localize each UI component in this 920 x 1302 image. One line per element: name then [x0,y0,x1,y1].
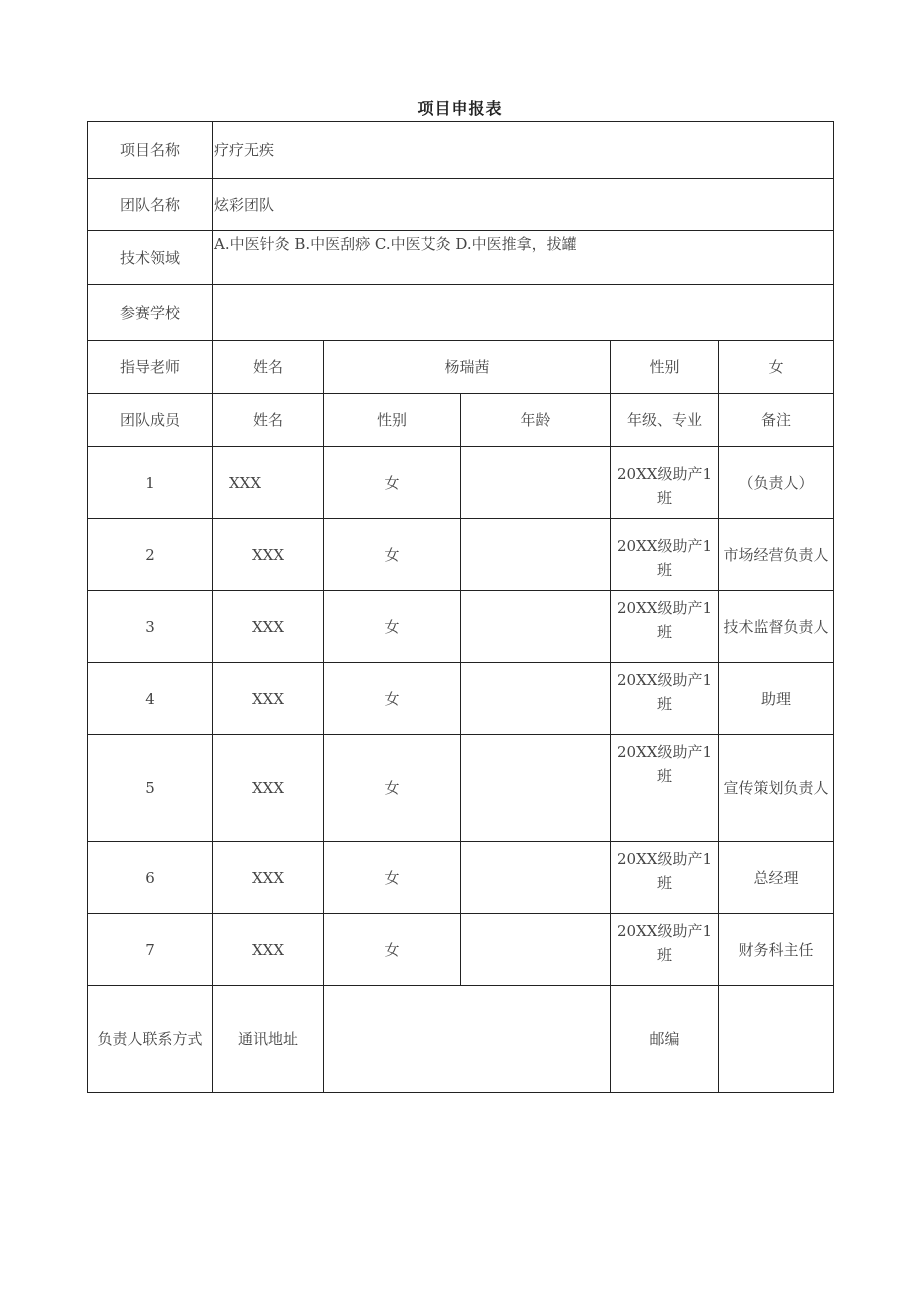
school-value[interactable] [213,285,834,341]
member-age[interactable] [461,591,611,663]
member-name[interactable]: XXX [213,519,324,591]
member-gender[interactable]: 女 [324,842,461,914]
member-number: 5 [88,735,213,842]
member-number: 7 [88,914,213,986]
member-gender[interactable]: 女 [324,519,461,591]
members-label: 团队成员 [88,394,213,447]
member-row [88,842,834,914]
contact-label: 负责人联系方式 [88,986,213,1093]
members-grade-header: 年级、专业 [611,394,719,447]
member-remark[interactable]: （负责人） [719,447,834,519]
member-age[interactable] [461,519,611,591]
advisor-label: 指导老师 [88,341,213,394]
members-header-row [88,394,834,447]
member-remark[interactable]: 财务科主任 [719,914,834,986]
member-grade[interactable]: 20XX级助产1班 [611,519,719,591]
member-name[interactable]: XXX [213,447,324,519]
tech-field-label: 技术领域 [88,231,213,285]
member-number: 6 [88,842,213,914]
member-grade[interactable]: 20XX级助产1班 [611,663,719,735]
project-name-value[interactable]: 疗疗无疾 [213,122,834,179]
advisor-gender-value[interactable]: 女 [719,341,834,394]
member-row [88,591,834,663]
member-age[interactable] [461,735,611,842]
tech-field-value[interactable]: A.中医针灸 B.中医刮痧 C.中医艾灸 D.中医推拿，拔罐 [213,231,834,285]
member-row [88,447,834,519]
member-name[interactable]: XXX [213,735,324,842]
application-form-table [87,121,834,1093]
school-label: 参赛学校 [88,285,213,341]
member-name[interactable]: XXX [213,663,324,735]
team-name-label: 团队名称 [88,179,213,231]
member-age[interactable] [461,914,611,986]
member-number: 2 [88,519,213,591]
project-name-label: 项目名称 [88,122,213,179]
postcode-label: 邮编 [611,986,719,1093]
member-gender[interactable]: 女 [324,735,461,842]
member-age[interactable] [461,663,611,735]
postcode-value[interactable] [719,986,834,1093]
page-title: 项目申报表 [417,99,503,118]
school-row [88,285,834,341]
member-name[interactable]: XXX [213,914,324,986]
member-row [88,914,834,986]
member-gender[interactable]: 女 [324,663,461,735]
member-grade[interactable]: 20XX级助产1班 [611,842,719,914]
members-age-header: 年龄 [461,394,611,447]
members-gender-header: 性别 [324,394,461,447]
member-gender[interactable]: 女 [324,914,461,986]
member-row [88,735,834,842]
member-remark[interactable]: 市场经营负责人 [719,519,834,591]
advisor-name-label: 姓名 [213,341,324,394]
member-grade[interactable]: 20XX级助产1班 [611,591,719,663]
project-name-row [88,122,834,179]
address-value[interactable] [324,986,611,1093]
address-label: 通讯地址 [213,986,324,1093]
member-row [88,663,834,735]
member-number: 1 [88,447,213,519]
member-grade[interactable]: 20XX级助产1班 [611,914,719,986]
members-name-header: 姓名 [213,394,324,447]
member-grade[interactable]: 20XX级助产1班 [611,447,719,519]
tech-field-row [88,231,834,285]
member-number: 4 [88,663,213,735]
advisor-row [88,341,834,394]
members-remark-header: 备注 [719,394,834,447]
team-name-row [88,179,834,231]
member-remark[interactable]: 助理 [719,663,834,735]
member-gender[interactable]: 女 [324,447,461,519]
member-name[interactable]: XXX [213,842,324,914]
member-row [88,519,834,591]
member-remark[interactable]: 总经理 [719,842,834,914]
advisor-name-value[interactable]: 杨瑞茜 [324,341,611,394]
member-name[interactable]: XXX [213,591,324,663]
member-age[interactable] [461,842,611,914]
team-name-value[interactable]: 炫彩团队 [213,179,834,231]
member-gender[interactable]: 女 [324,591,461,663]
contact-row [88,986,834,1093]
member-remark[interactable]: 技术监督负责人 [719,591,834,663]
member-number: 3 [88,591,213,663]
member-grade[interactable]: 20XX级助产1班 [611,735,719,842]
member-age[interactable] [461,447,611,519]
advisor-gender-label: 性别 [611,341,719,394]
member-remark[interactable]: 宣传策划负责人 [719,735,834,842]
